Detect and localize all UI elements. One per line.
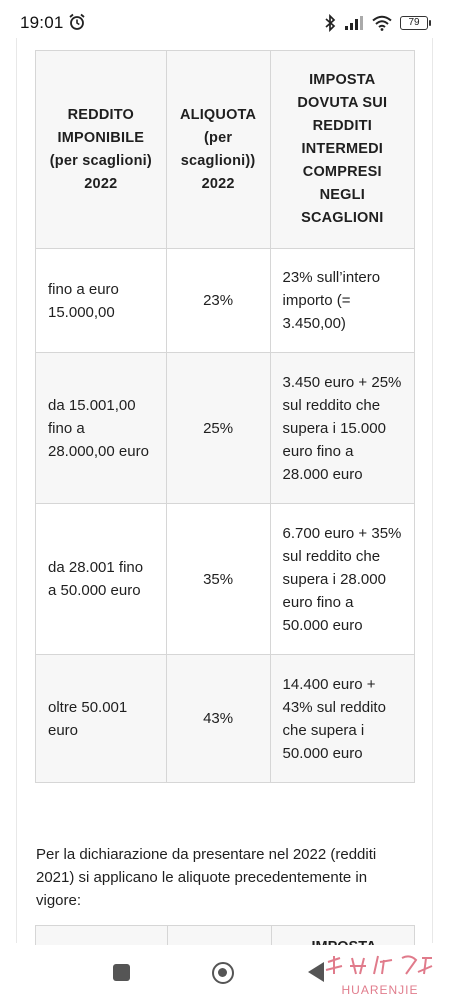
cell-imposta: 3.450 euro + 25% sul reddito che supera i 15.000 euro fino a 28.000 euro [270,353,414,504]
header-aliquota: ALIQUOTA (per scaglioni)) 2022 [166,51,270,249]
status-time: 19:01 [20,13,64,32]
watermark-text: HUARENJIE [341,983,419,997]
home-icon[interactable] [212,962,234,984]
cell-imposta: 23% sull’intero importo (= 3.450,00) [270,249,414,353]
page-border-right [432,38,433,943]
alarm-icon [68,13,86,31]
table-row [36,504,415,655]
header-reddito: REDDITO IMPONIBILE (per scaglioni) 2022 [36,51,167,249]
status-bar [0,0,450,48]
cell-imposta: 14.400 euro + 43% sul reddito che supera i 50.000 euro [270,655,414,783]
cell-aliquota: 25% [166,353,270,504]
tax-brackets-table [35,50,415,783]
cell-imposta: 6.700 euro + 35% sul reddito che supera i 28.000 euro fino a 50.000 euro [270,504,414,655]
cell-reddito: da 15.001,00 fino a 28.000,00 euro [36,353,167,504]
bluetooth-icon [324,14,336,32]
recent-apps-icon[interactable] [113,964,130,981]
cell-reddito: da 28.001 fino a 50.000 euro [36,504,167,655]
cell-reddito: fino a euro 15.000,00 [36,249,167,353]
header-imposta: IMPOSTA DOVUTA SUI REDDITI INTERMEDI COMPRESI NEGLI SCAGLIONI [270,51,414,249]
intro-paragraph: Per la dichiarazione da presentare nel 2022 (redditi 2021) si applicano le aliquote precedentemente in vigore: [36,846,377,909]
cell-reddito: oltre 50.001 euro [36,655,167,783]
battery-icon: 79 [400,16,428,30]
watermark-logo [320,952,440,1000]
page-border-left [16,38,17,943]
cell-aliquota: 23% [166,249,270,353]
signal-icon [344,15,364,31]
table-row [36,655,415,783]
cell-aliquota: 43% [166,655,270,783]
table-row [36,353,415,504]
wifi-icon [372,15,392,31]
cell-aliquota: 35% [166,504,270,655]
table-row [36,249,415,353]
table-header-row [36,51,415,249]
